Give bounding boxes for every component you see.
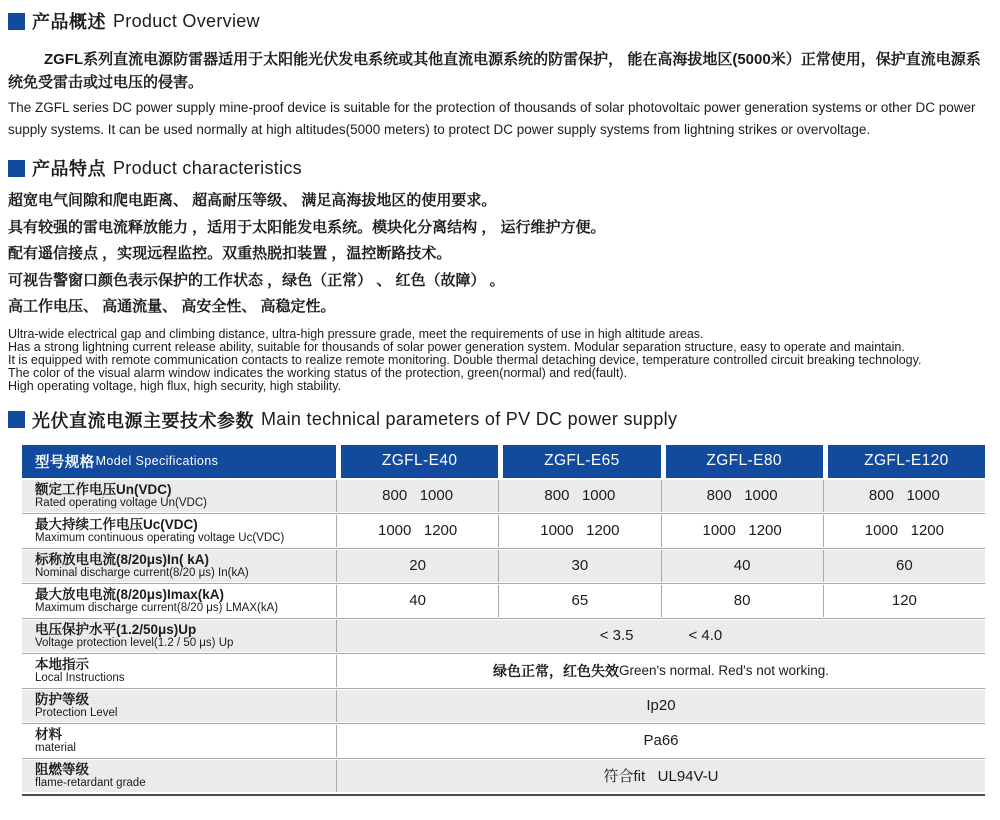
section-marker-icon <box>8 13 25 30</box>
value-pair <box>600 627 723 644</box>
characteristics-heading-en: Product characteristics <box>113 157 302 178</box>
row-label-zh: 防护等级 <box>35 691 89 707</box>
characteristics-heading-zh: 产品特点 <box>32 159 106 179</box>
value-en: Green's normal. Red's not working. <box>619 663 829 679</box>
table-row-flame-retardant-grade <box>22 760 985 792</box>
row-label-en: Nominal discharge current(8/20 μs) In(kA) <box>35 567 249 580</box>
value-up-1: < 3.5 <box>599 627 634 645</box>
row-label-en: flame-retardant grade <box>35 777 146 790</box>
row-label-en: Local Instructions <box>35 672 125 685</box>
characteristic-item-zh: 配有遥信接点 ，实现远程监控。双重热脱扣装置 ，温控断路技术。 <box>8 245 452 262</box>
cell-value: 30 <box>498 550 660 582</box>
table-row-voltage-protection-level <box>22 620 985 652</box>
cell-value: 800 1000 <box>823 480 985 512</box>
row-label-en: Maximum discharge current(8/20 μs) LMAX(kA) <box>35 602 279 615</box>
row-label <box>22 760 336 792</box>
row-label-zh: 阻燃等级 <box>35 761 89 777</box>
cell-value: 120 <box>823 585 985 617</box>
characteristic-item-zh: 可视告警窗口颜色表示保护的工作状态 ，绿色（正常） 、 红色（故障） 。 <box>8 271 505 289</box>
table-row-local-instructions <box>22 655 985 687</box>
characteristic-item-en: Has a strong lightning current release ability, suitable for thousands of solar power generation system. Modular separation structure, easy to operate and maintain. <box>8 339 905 354</box>
parameters-heading <box>8 407 990 433</box>
row-label-en: Rated operating voltage Un(VDC) <box>35 497 207 510</box>
row-label-zh: 材料 <box>35 726 62 742</box>
parameters-heading-en: Main technical parameters of PV DC power supply <box>261 409 678 430</box>
cell-value-merged <box>336 620 985 652</box>
row-label-en: Maximum continuous operating voltage Uc(VDC) <box>35 532 285 545</box>
parameters-table <box>22 445 985 796</box>
cell-value-merged: Pa66 <box>336 725 985 757</box>
cell-value: 20 <box>336 550 498 582</box>
cell-value: 800 1000 <box>498 480 660 512</box>
row-label <box>22 515 336 547</box>
value-up-2: < 4.0 <box>688 627 723 645</box>
overview-heading-en: Product Overview <box>113 10 260 31</box>
cell-value: 40 <box>336 585 498 617</box>
characteristic-item-zh: 超宽电气间隙和爬电距离、 超高耐压等级、 满足高海拔地区的使用要求。 <box>8 192 497 209</box>
row-label <box>22 690 336 722</box>
row-label-en: Voltage protection level(1.2 / 50 μs) Up <box>35 637 234 650</box>
header-label-zh: 型号规格 <box>35 454 95 471</box>
parameters-heading-zh: 光伏直流电源主要技术参数 <box>32 410 254 431</box>
overview-heading <box>8 8 990 34</box>
characteristic-item-zh: 具有较强的雷电流释放能力 ，适用于太阳能发电系统。模块化分离结构 ， 运行维护方便。 <box>8 218 606 236</box>
row-label-zh: 标称放电电流(8/20μs)In( kA) <box>35 551 210 567</box>
table-header-model: ZGFL-E120 <box>823 445 985 478</box>
table-bottom-rule <box>22 794 985 796</box>
overview-paragraph-zh: ZGFL系列直流电源防雷器适用于太阳能光伏发电系统或其他直流电源系统的防雷保护， 能在高海拔地区(5000米）正常使用，保护直流电源系统免受雷击或过电压的侵害。 <box>8 51 981 91</box>
characteristics-list-zh <box>8 188 990 321</box>
cell-value: 40 <box>661 550 823 582</box>
cell-value: 800 1000 <box>336 480 498 512</box>
overview-paragraph-en: The ZGFL series DC power supply mine-proof device is suitable for the protection of thousands of solar photovoltaic power generation systems or other DC power supply systems. It can be used normally at high altitudes(5000 meters) to protect DC power supply systems from lightning strikes or overvoltage. <box>8 100 976 137</box>
row-label <box>22 585 336 617</box>
cell-value: 1000 1200 <box>498 515 660 547</box>
row-label-zh: 最大持续工作电压Uc(VDC) <box>35 516 198 532</box>
characteristic-item-en: Ultra-wide electrical gap and climbing distance, ultra-high pressure grade, meet the requirements of use in high altitude areas. <box>8 326 704 341</box>
row-label-en: material <box>35 742 76 755</box>
row-label <box>22 725 336 757</box>
row-label-zh: 额定工作电压Un(VDC) <box>35 481 172 497</box>
table-row-nominal-discharge-current <box>22 550 985 582</box>
cell-value: 1000 1200 <box>336 515 498 547</box>
table-row-rated-voltage <box>22 480 985 512</box>
characteristic-item-en: It is equipped with remote communication contacts to realize remote monitoring. Double thermal detaching device, temperature controlled circuit breaking technology. <box>8 352 922 367</box>
table-header-row <box>22 445 985 478</box>
value-zh: 绿色正常，红色失效 <box>493 662 619 679</box>
table-row-protection-level <box>22 690 985 722</box>
cell-value: 65 <box>498 585 660 617</box>
table-header-model: ZGFL-E40 <box>336 445 498 478</box>
row-label-zh: 本地指示 <box>35 656 89 672</box>
characteristic-item-zh: 高工作电压、 高通流量、 高安全性、 高稳定性。 <box>8 298 336 315</box>
table-header-model: ZGFL-E65 <box>498 445 660 478</box>
row-label-zh: 最大放电电流(8/20μs)Imax(kA) <box>35 586 225 602</box>
table-row-material <box>22 725 985 757</box>
row-label-en: Protection Level <box>35 707 118 720</box>
cell-value-merged: Ip20 <box>336 690 985 722</box>
row-label <box>22 550 336 582</box>
table-row-max-continuous-voltage <box>22 515 985 547</box>
cell-value: 800 1000 <box>661 480 823 512</box>
cell-value-merged: 符合fit UL94V-U <box>336 760 985 792</box>
cell-value-merged <box>336 655 985 687</box>
characteristics-heading <box>8 155 990 181</box>
characteristics-list-en <box>8 328 990 394</box>
table-header-model-spec <box>22 445 336 478</box>
section-marker-icon <box>8 411 25 428</box>
characteristic-item-en: The color of the visual alarm window indicates the working status of the protection, green(normal) and red(fault). <box>8 366 628 381</box>
characteristic-item-en: High operating voltage, high flux, high security, high stability. <box>8 379 342 394</box>
table-body <box>22 480 985 792</box>
row-label <box>22 655 336 687</box>
cell-value: 80 <box>661 585 823 617</box>
cell-value: 1000 1200 <box>661 515 823 547</box>
row-label <box>22 480 336 512</box>
cell-value: 1000 1200 <box>823 515 985 547</box>
section-marker-icon <box>8 160 25 177</box>
row-label <box>22 620 336 652</box>
table-row-max-discharge-current <box>22 585 985 617</box>
overview-heading-zh: 产品概述 <box>32 12 106 32</box>
table-header-model: ZGFL-E80 <box>661 445 823 478</box>
row-label-zh: 电压保护水平(1.2/50μs)Up <box>35 621 197 637</box>
header-label-en: Model Specifications <box>95 454 219 469</box>
cell-value: 60 <box>823 550 985 582</box>
